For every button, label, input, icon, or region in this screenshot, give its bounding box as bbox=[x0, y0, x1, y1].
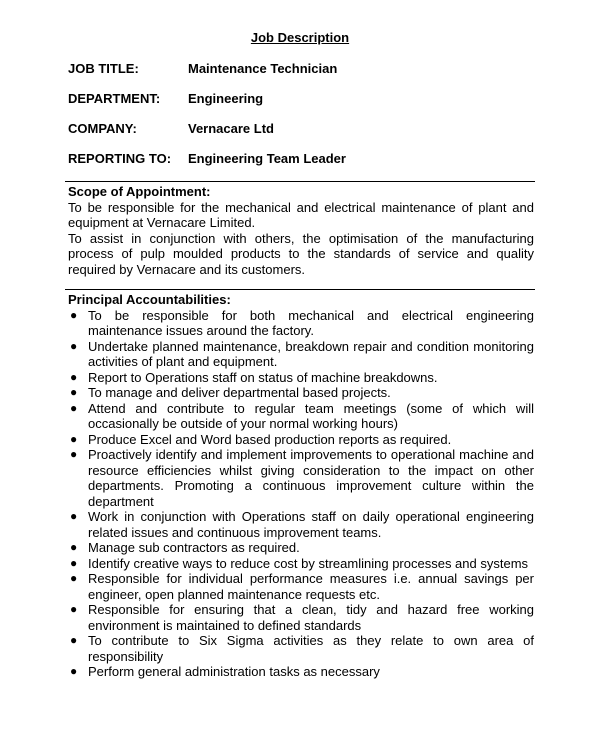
list-item bbox=[68, 432, 534, 448]
bullet-icon: ● bbox=[70, 664, 78, 678]
document-title: Job Description bbox=[250, 30, 350, 45]
scope-paragraph: To be responsible for the mechanical and electrical maintenance of plant and equipment at Vernacare Limited. bbox=[68, 199, 534, 230]
list-item bbox=[68, 540, 534, 556]
section-divider bbox=[65, 289, 535, 290]
list-item bbox=[68, 633, 534, 664]
field-value: Maintenance Technician bbox=[188, 61, 338, 76]
section-divider bbox=[65, 181, 535, 182]
bullet-icon: ● bbox=[70, 400, 78, 415]
scope-heading: Scope of Appointment: bbox=[68, 184, 211, 199]
list-item bbox=[68, 447, 534, 509]
bullet-icon: ● bbox=[70, 633, 78, 647]
list-item bbox=[68, 339, 534, 370]
list-item-text: Produce Excel and Word based production reports as required. bbox=[88, 431, 452, 447]
bullet-icon: ● bbox=[70, 369, 78, 384]
list-item bbox=[68, 308, 534, 339]
bullet-icon: ● bbox=[70, 447, 78, 461]
principal-accountabilities-section bbox=[68, 292, 534, 680]
list-item bbox=[68, 370, 534, 386]
principal-heading: Principal Accountabilities: bbox=[68, 292, 231, 307]
bullet-icon: ● bbox=[70, 385, 78, 399]
list-item bbox=[68, 664, 534, 680]
list-item-text: Manage sub contractors as required. bbox=[88, 540, 300, 555]
scope-paragraph: To assist in conjunction with others, the optimisation of the manufacturing process of pulp moulded products to the standards of service and quality required by Vernacare and its customers. bbox=[68, 230, 534, 277]
list-item bbox=[68, 556, 534, 572]
list-item-text: Responsible for ensuring that a clean, tidy and hazard free working environment is maintained to defined standards bbox=[88, 602, 534, 633]
bullet-icon: ● bbox=[70, 307, 78, 322]
list-item-text: Perform general administration tasks as necessary bbox=[88, 664, 380, 679]
list-item bbox=[68, 401, 534, 432]
list-item-text: To contribute to Six Sigma activities as they relate to own area of responsibility bbox=[88, 633, 534, 664]
list-item bbox=[68, 602, 534, 633]
list-item-text: Work in conjunction with Operations staff on daily operational engineering related issues and continuous improvement teams. bbox=[88, 509, 534, 540]
field-value: Engineering Team Leader bbox=[188, 151, 346, 166]
list-item-text: Responsible for individual performance measures i.e. annual savings per engineer, open planned maintenance requests etc. bbox=[88, 571, 534, 602]
list-item-text: Undertake planned maintenance, breakdown repair and condition monitoring activities of plant and equipment. bbox=[88, 338, 534, 369]
bullet-icon: ● bbox=[70, 509, 78, 523]
bullet-icon: ● bbox=[70, 602, 78, 616]
list-item-text: To manage and deliver departmental based projects. bbox=[88, 385, 391, 400]
bullet-icon: ● bbox=[70, 338, 78, 353]
bullet-icon: ● bbox=[70, 555, 78, 570]
field-label: COMPANY: bbox=[68, 121, 137, 136]
accountabilities-list bbox=[68, 308, 534, 680]
list-item bbox=[68, 571, 534, 602]
list-item-text: Report to Operations staff on status of machine breakdowns. bbox=[88, 369, 438, 385]
list-item bbox=[68, 385, 534, 401]
field-value: Engineering bbox=[188, 91, 264, 106]
list-item-text: Attend and contribute to regular team meetings (some of which will occasionally be outside of your normal working hours) bbox=[88, 400, 534, 431]
bullet-icon: ● bbox=[70, 571, 78, 585]
field-label: REPORTING TO: bbox=[68, 151, 172, 166]
bullet-icon: ● bbox=[70, 540, 78, 554]
list-item-text: To be responsible for both mechanical and electrical engineering maintenance issues around the factory. bbox=[88, 307, 534, 338]
field-label: DEPARTMENT: bbox=[68, 91, 161, 106]
field-label: JOB TITLE: bbox=[68, 61, 139, 76]
list-item-text: Identify creative ways to reduce cost by streamlining processes and systems bbox=[88, 555, 529, 571]
bullet-icon: ● bbox=[70, 431, 78, 446]
list-item bbox=[68, 509, 534, 540]
scope-section bbox=[68, 184, 534, 277]
list-item-text: Proactively identify and implement improvements to operational machine and resource efficiencies whilst giving consideration to the impact on other departments. Promoting a continuous improvement culture within the department bbox=[88, 447, 534, 509]
field-value: Vernacare Ltd bbox=[188, 121, 274, 136]
